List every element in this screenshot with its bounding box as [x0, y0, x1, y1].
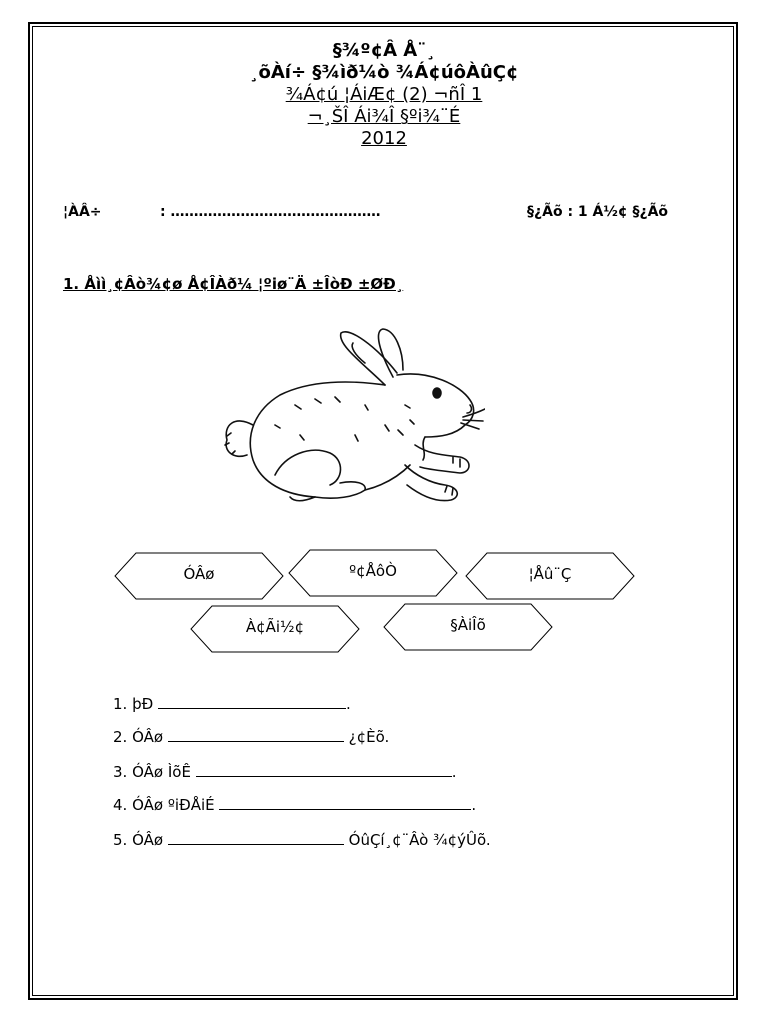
year-line: 2012 [361, 128, 407, 149]
question-text: þÐ [132, 695, 154, 713]
answer-blank[interactable] [168, 830, 344, 845]
answer-blank[interactable] [168, 727, 344, 742]
word-option-5 [383, 603, 553, 651]
question-2 [113, 727, 389, 746]
word-option-label: §ÀiÎõ [450, 616, 486, 634]
question-text-end: ¿¢Èõ. [348, 728, 390, 746]
worksheet-header [0, 40, 768, 150]
question-text-end: . [471, 796, 477, 814]
word-option-1 [114, 552, 284, 600]
question-1 [113, 694, 351, 713]
name-field-dots: : ……………………………………… [160, 204, 381, 220]
question-text: ÓÂø ÌõÊ [132, 763, 191, 781]
word-option-4 [190, 605, 360, 653]
question-4 [113, 795, 476, 814]
question-number: 3. [113, 763, 128, 781]
word-option-2 [288, 549, 458, 597]
question-number: 1. [113, 695, 128, 713]
question-5 [113, 830, 491, 849]
question-text: ÓÂø [132, 831, 164, 849]
word-option-label: º¢ÅôÒ [349, 562, 397, 580]
word-option-label: ÓÂø [183, 565, 215, 583]
rabbit-illustration [215, 325, 485, 510]
question-3 [113, 762, 456, 781]
question-number: 4. [113, 796, 128, 814]
page-border-inner [32, 26, 734, 996]
question-text: ÓÂø [132, 728, 164, 746]
question-text-end: . [451, 763, 457, 781]
exam-line: ¬¸ŠÎ Ái¾Î §ºi¾¨É [307, 106, 461, 127]
question-text: ÓÂø ºiÐÅiÉ [132, 796, 215, 814]
question-text-end: . [346, 695, 351, 713]
school-name-line1: §¾º¢Â Å¨¸ [332, 40, 436, 61]
section-1-title: 1. Åìì¸¢Âò¾¢ø Å¢ÎÀð¼ ¦ºiø¨Ä ±ÎòÐ ±ØÐ¸ [63, 275, 404, 293]
answer-blank[interactable] [196, 762, 452, 777]
subject-line: ¾Á¢ú ¦ÁiÆ¢ (2) ¬ñÎ 1 [285, 84, 483, 105]
question-text-end: ÓûÇí¸¢¨Âò ¾¢ýÛõ. [348, 831, 491, 849]
question-number: 5. [113, 831, 128, 849]
word-option-label: À¢Ãi½¢ [245, 618, 305, 636]
answer-blank[interactable] [158, 694, 346, 709]
time-label: §¿Ãõ : 1 Á½¢ §¿Ãõ [527, 204, 669, 220]
word-option-label: ¦Åû¨Ç [528, 565, 572, 583]
question-number: 2. [113, 728, 128, 746]
answer-blank[interactable] [219, 795, 471, 810]
word-option-3 [465, 552, 635, 600]
name-label: ¦ÀÂ÷ [63, 204, 102, 220]
school-name-line2: ¸õÀí÷ §¾ìð¼ò ¾Á¢úôÀûÇ¢ [249, 62, 519, 83]
